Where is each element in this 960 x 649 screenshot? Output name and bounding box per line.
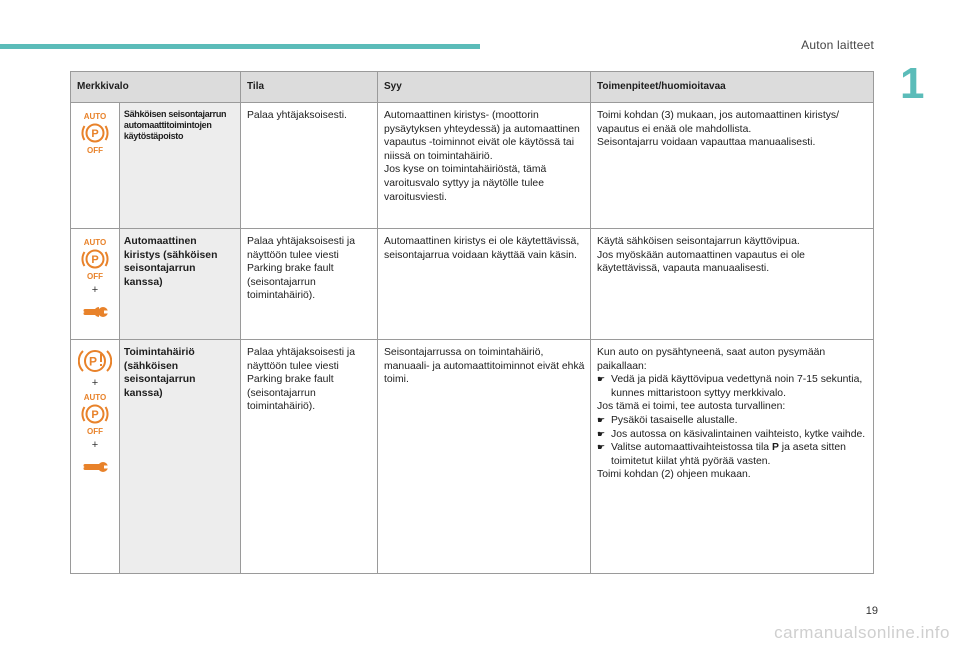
action-text: Käytä sähköisen seisontajarrun käyttövipua. Jos myöskään automaattinen vapautus ei ole käytettävissä, vapauta manuaalisesti. xyxy=(597,236,805,275)
icon-cell xyxy=(71,229,120,340)
chapter-number: 1 xyxy=(900,59,925,108)
watermark: carmanualsonline.info xyxy=(774,623,950,642)
icon-cell xyxy=(71,103,120,229)
cause-text: Seisontajarrussa on toimintahäiriö, manuaali- ja automaattitoiminnot eivät ehkä toimi. xyxy=(384,347,585,386)
name-cell xyxy=(119,229,240,340)
p-letter: P xyxy=(88,354,97,369)
bullet-arrow-icon: ☛ xyxy=(597,442,606,453)
list-item xyxy=(597,441,868,468)
off-text: OFF xyxy=(86,427,103,436)
light-name: Sähköisen seisontajarrun automaattitoimintojen käytöstäpoisto xyxy=(123,109,227,141)
name-cell xyxy=(119,340,240,574)
plus-sign: + xyxy=(91,284,99,296)
bullet-arrow-icon: ☛ xyxy=(597,374,606,385)
cause-text: Automaattinen kiristys ei ole käytettävissä, seisontajarrua voidaan käyttää vain käsin. xyxy=(384,236,580,261)
warning-lights-table xyxy=(70,71,874,574)
wrench-icon xyxy=(82,460,108,474)
header-merkkivalo: Merkkivalo xyxy=(71,72,241,103)
icon-cell xyxy=(71,340,120,574)
auto-off-parking-icon xyxy=(77,237,113,281)
bullet-text: Vedä ja pidä käyttövipua vedettynä noin 7-15 sekuntia, kunnes mittaristoon syttyy merkkivalo. xyxy=(611,374,863,399)
cause-cell xyxy=(378,229,591,340)
page-number: 19 xyxy=(865,605,878,617)
section-title: Auton laitteet xyxy=(801,38,874,52)
list-item xyxy=(597,428,868,442)
auto-off-parking-icon xyxy=(77,111,113,155)
light-name: Toimintahäiriö (sähköisen seisontajarrun kanssa) xyxy=(123,347,196,399)
action-intro: Kun auto on pysähtyneenä, saat auton pysymään paikallaan: xyxy=(597,347,826,372)
bullet-text xyxy=(611,441,868,468)
chapter-marker xyxy=(900,59,925,108)
p-letter: P xyxy=(91,409,99,421)
state-cell xyxy=(241,340,378,574)
state-cell xyxy=(241,103,378,229)
header-toimenpiteet: Toimenpiteet/huomioitavaa xyxy=(591,72,874,103)
list-item xyxy=(597,373,868,400)
bullet-text-pre: Valitse automaattivaihteistossa tila xyxy=(611,442,772,454)
table-header-row xyxy=(71,72,874,103)
state-text: Palaa yhtäjaksoisesti ja näyttöön tulee viesti Parking brake fault (seisontajarrun toimintahäiriö). xyxy=(247,236,356,302)
header-tila: Tila xyxy=(241,72,378,103)
header-syy: Syy xyxy=(378,72,591,103)
action-mid: Jos tämä ei toimi, tee autosta turvallinen: xyxy=(597,401,786,413)
cause-text: Automaattinen kiristys- (moottorin pysäytyksen yhteydessä) ja automaattinen vapautus -toiminnot eivät ole käytössä tai niissä on toimintahäiriö. Jos kyse on toimintahäiriöstä, tämä varoitusvalo syttyy ja näytölle tulee varoitusviesti. xyxy=(384,110,580,203)
bullet-text: Jos autossa on käsivalintainen vaihteisto, kytke vaihde. xyxy=(611,428,866,440)
plus-sign: + xyxy=(91,439,99,451)
action-end: Toimi kohdan (2) ohjeen mukaan. xyxy=(597,469,751,481)
cause-cell xyxy=(378,103,591,229)
bullet-arrow-icon: ☛ xyxy=(597,428,606,439)
table-row xyxy=(71,103,874,229)
parking-fault-icon xyxy=(78,348,112,374)
wrench-icon xyxy=(82,305,108,319)
action-cell xyxy=(591,229,874,340)
bullet-text-post: ja aseta sitten toimitetut kiilat yhtä pyörää vasten. xyxy=(611,442,846,467)
action-text: Toimi kohdan (3) mukaan, jos automaattinen kiristys/ vapautus ei enää ole mahdollista. Seisontajarru voidaan vapauttaa manuaalisesti. xyxy=(597,110,839,149)
name-cell xyxy=(119,103,240,229)
table-row xyxy=(71,340,874,574)
bullet-arrow-icon: ☛ xyxy=(597,414,606,425)
state-text: Palaa yhtäjaksoisesti ja näyttöön tulee viesti Parking brake fault (seisontajarrun toimintahäiriö). xyxy=(247,347,356,413)
header-accent-bar xyxy=(0,44,480,49)
p-letter: P xyxy=(91,128,99,140)
light-name: Automaattinen kiristys (sähköisen seisontajarrun kanssa) xyxy=(123,236,218,288)
auto-text: AUTO xyxy=(83,112,107,121)
off-text: OFF xyxy=(86,272,103,281)
action-cell xyxy=(591,340,874,574)
gear-p-label: P xyxy=(771,442,779,454)
p-letter: P xyxy=(91,254,99,266)
state-text: Palaa yhtäjaksoisesti. xyxy=(247,110,347,121)
auto-text: AUTO xyxy=(83,238,107,247)
state-cell xyxy=(241,229,378,340)
list-item xyxy=(597,414,868,428)
cause-cell xyxy=(378,340,591,574)
bullet-text: Pysäköi tasaiselle alustalle. xyxy=(611,414,738,426)
table-row xyxy=(71,229,874,340)
off-text: OFF xyxy=(86,146,103,155)
auto-text: AUTO xyxy=(83,393,107,402)
auto-off-parking-icon xyxy=(77,392,113,436)
action-cell xyxy=(591,103,874,229)
plus-sign: + xyxy=(91,377,99,389)
